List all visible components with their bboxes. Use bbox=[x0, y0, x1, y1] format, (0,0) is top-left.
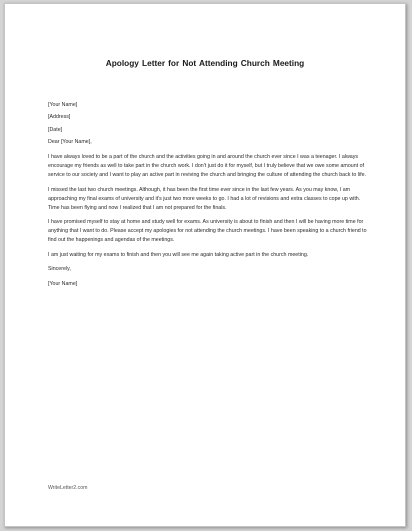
closing: Sincerely, bbox=[48, 266, 71, 273]
signature: [Your Name] bbox=[48, 280, 78, 287]
letter-page bbox=[4, 3, 406, 527]
salutation: Dear [Your Name], bbox=[48, 139, 92, 146]
sender-name: [Your Name] bbox=[48, 102, 78, 108]
letter-title: Apology Letter for Not Attending Church Meeting bbox=[105, 58, 305, 68]
letter-date: [Date] bbox=[48, 126, 63, 133]
paragraph-2: I missed the last two church meetings. Although, it has been the first time ever since in the last few years. As you may know, I am approaching my final exams of university and it's just two more weeks to go. I had a lot of revisions and extra classes to cope up with. Time has been flying and now I realized that I am not prepared for the finals. bbox=[48, 186, 361, 211]
paragraph-3: I have promised myself to stay at home and study well for exams. As university is about to finish and then I will be having more time for anything that I want to do. Please accept my apologies for not attending the church meetings. I have been speaking to a church friend to find out the happenings and agendas of the meetings. bbox=[48, 219, 367, 244]
footer-site-link[interactable]: WriteLetter2.com bbox=[48, 485, 88, 491]
sender-address: [Address] bbox=[48, 114, 71, 121]
paragraph-4: I am just waiting for my exams to finish and then you will see me again taking active part in the church meeting. bbox=[48, 251, 309, 258]
letter-body bbox=[48, 101, 370, 289]
paragraph-1: I have always loved to be a part of the church and the activities going in and around the church ever since I was a teenager. I always encourage my friends as well to take part in the church work. I don't just do it for myself, but I truly believe that we owe some amount of service to our society and I want to play an active part in reviving the church and bringing the culture of attending the church back to life. bbox=[48, 153, 366, 179]
